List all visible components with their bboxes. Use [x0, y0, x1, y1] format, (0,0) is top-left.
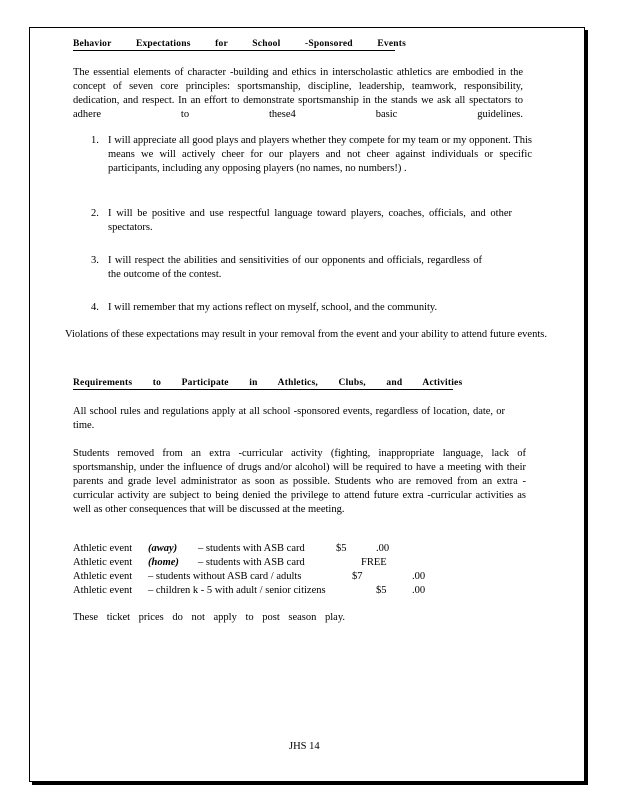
list-item-text: I will be positive and use respectful language toward players, coaches, officials, and other spectators.	[108, 208, 512, 233]
price-cents: .00	[412, 585, 426, 596]
requirements-heading: Requirements to Participate in Athletics, Clubs, and Activities	[73, 378, 463, 388]
price-prefix: Athletic event	[73, 557, 133, 568]
price-prefix: Athletic event	[73, 543, 133, 554]
list-item-text: I will appreciate all good plays and players whether they compete for my team or my opponent. This means we will actively cheer for our players and not cheer against individuals or specific participants, including any opposing players (no names, no numbers!) .	[108, 135, 532, 174]
price-cents: .00	[376, 543, 390, 554]
list-item-number: 1.	[91, 135, 99, 146]
list-item-text: I will remember that my actions reflect on myself, school, and the community.	[108, 302, 438, 313]
price-cents: .00	[412, 571, 426, 582]
rules-text: All school rules and regulations apply at all school -sponsored events, regardless of location, date, or time.	[73, 406, 505, 431]
price-desc: – students with ASB card	[198, 557, 305, 568]
price-desc: – children k - 5 with adult / senior citizens	[148, 585, 326, 596]
price-amount: $5	[376, 585, 387, 596]
removal-text: Students removed from an extra -curricular activity (fighting, inappropriate language, lack of sportsmanship, under the influence of drugs and/or alcohol) will be required to have a meeting with their parents and grade level administrator as soon as possible. Students who are removed from an extra -curricular activity are subject to being denied the privilege to attend future extra -curricular activities as well as other consequences that will be discussed at the meeting.	[73, 448, 526, 515]
list-item-number: 3.	[91, 255, 99, 266]
price-tag: (away)	[148, 543, 178, 554]
list-item-text: I will respect the abilities and sensitivities of our opponents and officials, regardless of the outcome of the contest.	[108, 255, 482, 280]
violations-text: Violations of these expectations may result in your removal from the event and your ability to attend future events.	[65, 329, 547, 340]
price-desc: – students without ASB card / adults	[148, 571, 302, 582]
price-tag: (home)	[148, 557, 179, 568]
page-footer: JHS 14	[289, 741, 320, 752]
price-prefix: Athletic event	[73, 571, 133, 582]
list-item-number: 4.	[91, 302, 99, 313]
price-amount: $7	[352, 571, 363, 582]
list-item-number: 2.	[91, 208, 99, 219]
ticket-note: These ticket prices do not apply to post season play.	[73, 612, 346, 623]
behavior-heading: Behavior Expectations for School -Sponsored Events	[73, 39, 406, 49]
price-amount: $5	[336, 543, 347, 554]
price-desc: – students with ASB card	[198, 543, 305, 554]
price-prefix: Athletic event	[73, 585, 133, 596]
behavior-intro: The essential elements of character -building and ethics in interscholastic athletics are embodied in the concept of seven core principles: sportsmanship, discipline, leadership, teamwork, responsibility, dedication, and respect. In an effort to demonstrate sportsmanship in the stands we ask all spectators to adhere to these4 basic guidelines.	[73, 67, 523, 120]
price-cents: FREE	[361, 557, 387, 568]
